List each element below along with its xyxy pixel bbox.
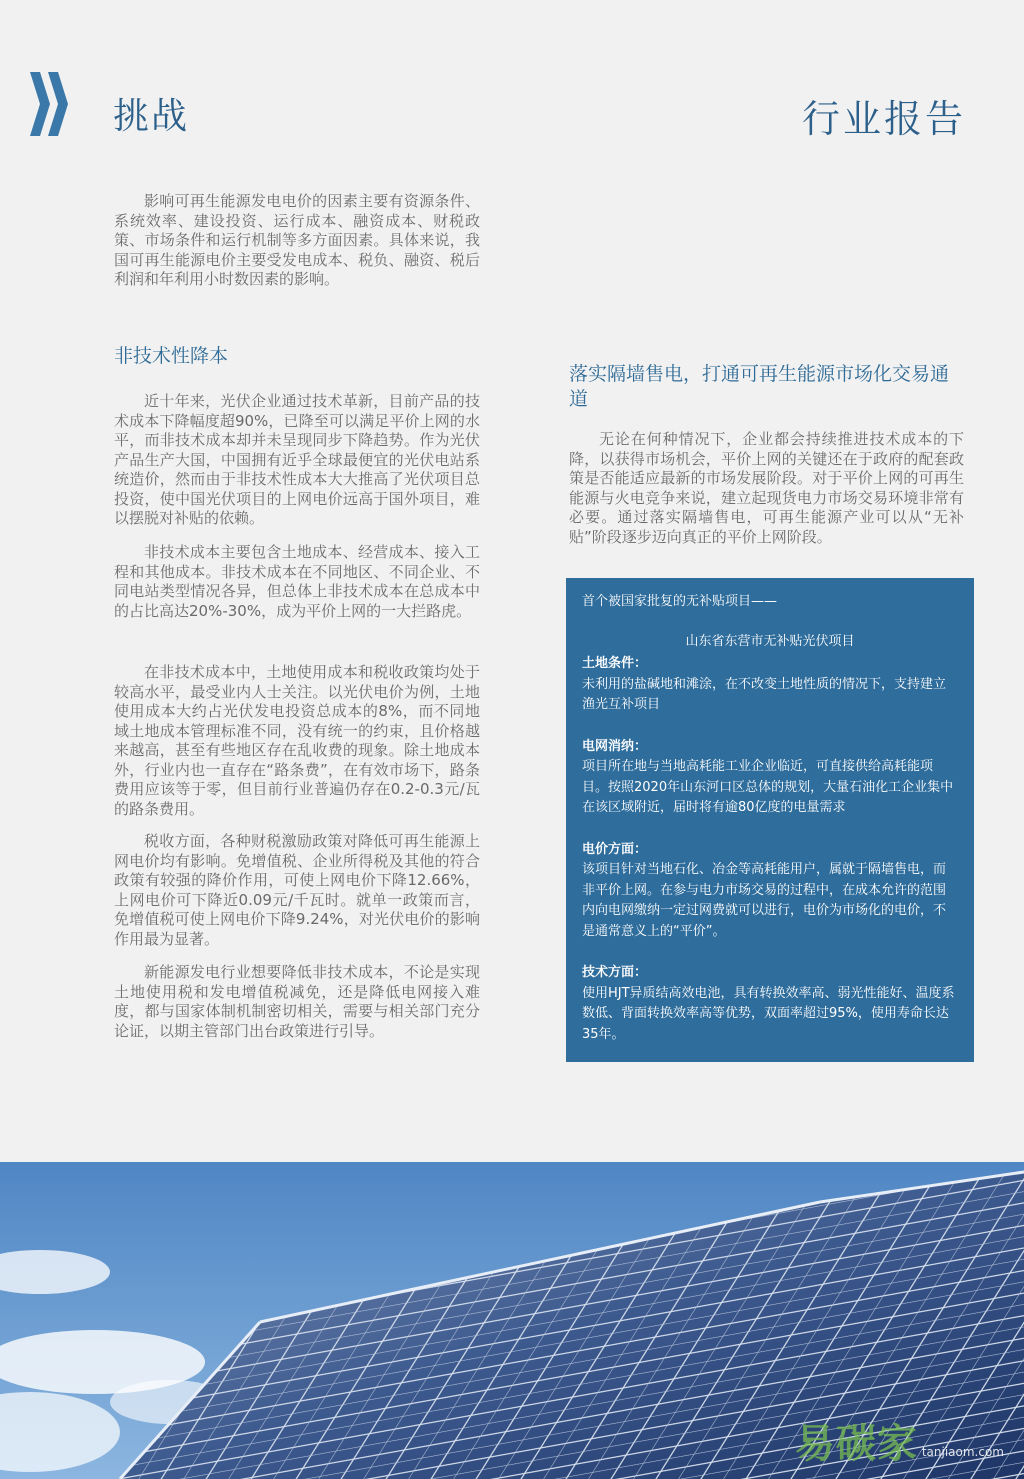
right-heading: 落实隔墙售电，打通可再生能源市场化交易通道 [569,363,950,410]
solar-panel-photo [0,1162,1024,1479]
intro-paragraph: 影响可再生能源发电电价的因素主要有资源条件、系统效率、建设投资、运行成本、融资成本、财税政策、市场条件和运行机制等多方面因素。具体来说，我国可再生能源电价主要受发电成本、税负、融资、税后利润和年利用小时数因素的影响。 [114,192,480,288]
box-project-name: 山东省东营市无补贴光伏项目 [685,633,855,649]
watermark-url: tanjiaom.com [921,1445,1004,1459]
watermark-logo-text: 易碳家 [794,1421,918,1467]
box-section-text: 使用HJT异质结高效电池，具有转换效率高、弱光性能好、温度系数低、背面转换效率高等优势，双面率超过95%，使用寿命长达35年。 [582,985,955,1042]
box-intro: 首个被国家批复的无补贴项目—— [582,594,778,609]
left-paragraph-2: 非技术成本主要包含土地成本、经营成本、接入工程和其他成本。非技术成本在不同地区、不同企业、不同电站类型情况各异，但总体上非技术成本在总成本中的占比高达20%-30%，成为平价上网的一大拦路虎。 [114,543,480,620]
box-section-title: 土地条件： [582,656,648,671]
left-paragraph-3: 在非技术成本中，土地使用成本和税收政策均处于较高水平，最受业内人士关注。以光伏电价为例，土地使用成本大约占光伏发电投资总成本的8%，而不同地域土地成本管理标准不同，没有统一的约束，且价格越来越高，甚至有些地区存在乱收费的现象。除土地成本外，行业内也一直存在“路条费”，在有效市场下，路条费用应该等于零，但目前行业普遍仍存在0.2-0.3元/瓦的路条费用。 [114,663,480,818]
left-paragraph-1: 近十年来，光伏企业通过技术革新，目前产品的技术成本下降幅度超90%，已降至可以满足平价上网的水平，而非技术成本却并未呈现同步下降趋势。作为光伏产品生产大国，中国拥有近乎全球最便宜的光伏电站系统造价，然而由于非技术性成本大大推高了光伏项目总投资，使中国光伏项目的上网电价远高于国外项目，难以摆脱对补贴的依赖。 [114,392,480,527]
left-paragraph-4: 税收方面，各种财税激励政策对降低可再生能源上网电价均有影响。免增值税、企业所得税及其他的符合政策有较强的降价作用，可使上网电价下降12.66%，上网电价可下降近0.09元/千瓦时。就单一政策而言，免增值税可使上网电价下降9.24%，对光伏电价的影响作用最为显著。 [114,832,480,948]
box-section-title: 电网消纳： [582,738,648,754]
right-paragraph: 无论在何种情况下，企业都会持续推进技术成本的下降，以获得市场机会，平价上网的关键还在于政府的配套政策是否能适应最新的市场发展阶段。对于平价上网的可再生能源与火电竞争来说，建立起现货电力市场交易环境非常有必要。通过落实隔墙售电，可再生能源产业可以从“无补贴”阶段逐步迈向真正的平价上网阶段。 [569,430,964,546]
report-label: 行业报告 [801,97,966,141]
box-section-text: 项目所在地与当地高耗能工业企业临近，可直接供给高耗能项目。按照2020年山东河口区总体的规划，大量石油化工企业集中在该区域附近，届时将有逾80亿度的电量需求 [582,759,954,815]
box-section-price [582,840,958,943]
double-chevron-icon [30,72,72,136]
left-heading: 非技术性降本 [114,345,229,367]
box-section-title: 电价方面： [582,841,648,857]
box-section-text: 该项目针对当地石化、冶金等高耗能用户，属就于隔墙售电，而非平价上网。在参与电力市场交易的过程中，在成本允许的范围内向电网缴纳一定过网费就可以进行，电价为市场化的电价，不是通常意义上的“平价”。 [582,862,947,939]
box-section-tech [582,963,958,1045]
section-title: 挑战 [113,96,190,137]
left-paragraph-5: 新能源发电行业想要降低非技术成本，不论是实现土地使用税和发电增值税减免，还是降低电网接入难度，都与国家体制机制密切相关，需要与相关部门充分论证，以期主管部门出台政策进行引导。 [114,963,480,1040]
box-section-text: 未利用的盐碱地和滩涂，在不改变土地性质的情况下，支持建立渔光互补项目 [582,676,947,712]
box-section-title: 技术方面： [582,965,648,980]
watermark [795,1412,1004,1469]
box-section-grid [582,737,958,819]
box-section-land [582,654,958,716]
project-info-box [566,578,974,1062]
